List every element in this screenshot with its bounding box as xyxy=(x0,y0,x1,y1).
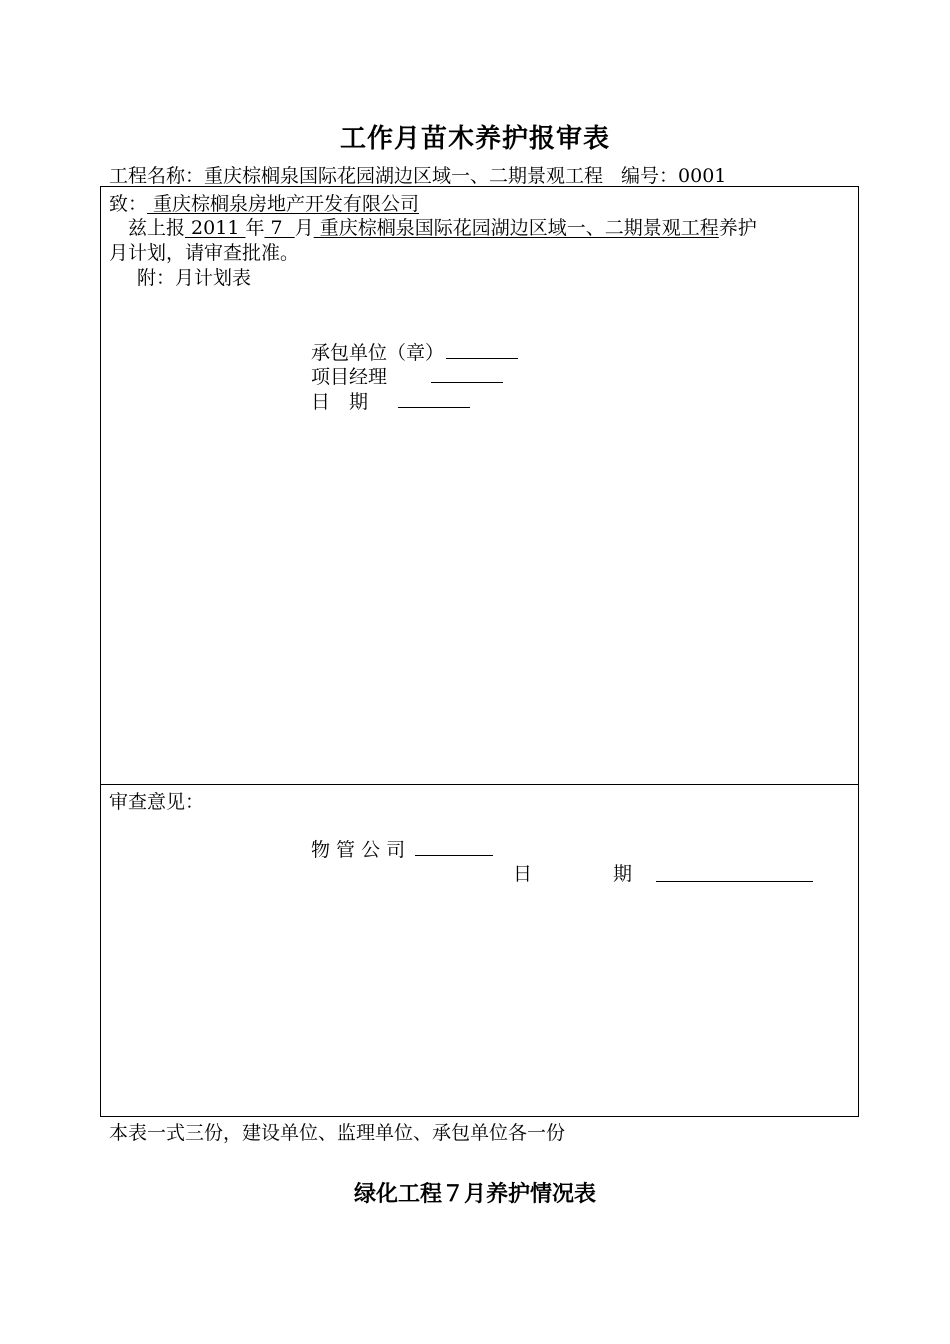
date-row xyxy=(311,387,470,414)
second-table-title: 绿化工程７月养护情况表 xyxy=(353,1181,596,1207)
property-company-row xyxy=(311,835,493,862)
contractor-label: 承包单位（章） xyxy=(311,342,445,364)
report-prefix: 兹上报 xyxy=(128,217,186,239)
recipient-company: 重庆棕榈泉房地产开发有限公司 xyxy=(147,193,420,215)
page-title: 工作月苗木养护报审表 xyxy=(339,124,610,154)
recipient-line xyxy=(109,189,419,216)
report-year: 2011 xyxy=(185,217,246,239)
date-label: 日 期 xyxy=(311,391,369,413)
review-date-line[interactable] xyxy=(656,881,813,882)
report-month: 7 xyxy=(264,217,295,239)
property-company-label: 物 管 公 司 xyxy=(311,839,406,861)
report-sentence-line2: 月计划，请审查批准。 xyxy=(109,242,300,264)
contractor-signature-line[interactable] xyxy=(446,358,518,359)
copies-note: 本表一式三份，建设单位、监理单位、承包单位各一份 xyxy=(109,1122,566,1144)
review-date-day: 日 xyxy=(513,863,533,885)
date-line[interactable] xyxy=(398,407,470,408)
report-project: 重庆棕榈泉国际花园湖边区域一、二期景观工程 xyxy=(313,217,719,239)
project-meta-line xyxy=(109,161,726,188)
review-date-period: 期 xyxy=(613,863,633,885)
year-unit: 年 xyxy=(245,217,265,239)
report-sentence-line1 xyxy=(128,213,757,240)
attachment-line: 附：月计划表 xyxy=(137,267,252,289)
form-number: 编号：0001 xyxy=(621,165,727,187)
review-opinion-label: 审查意见： xyxy=(109,791,205,813)
recipient-label: 致： xyxy=(109,193,148,215)
property-company-signature-line[interactable] xyxy=(415,855,493,856)
manager-label: 项目经理 xyxy=(311,366,388,388)
project-name: 工程名称：重庆棕榈泉国际花园湖边区域一、二期景观工程 xyxy=(109,165,604,187)
manager-signature-line[interactable] xyxy=(431,382,503,383)
contractor-row xyxy=(311,338,518,365)
manager-row xyxy=(311,362,503,389)
review-section xyxy=(100,784,859,1117)
report-suffix: 养护 xyxy=(718,217,757,239)
month-unit: 月 xyxy=(294,217,314,239)
